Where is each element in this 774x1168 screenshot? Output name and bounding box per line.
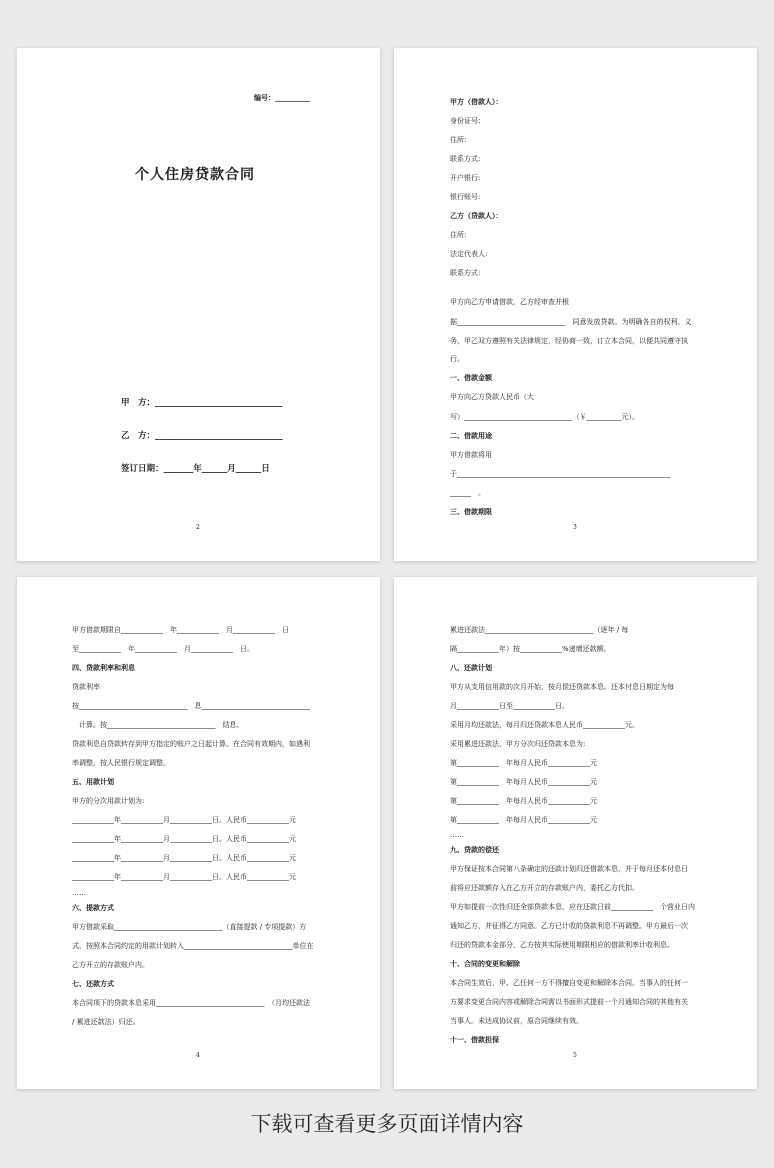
section-heading: 十一、借款担保 (450, 1036, 499, 1044)
text-line: 甲方从支用信用款的次月开始，按月偿还贷款本息。还本付息日期定为每 (450, 683, 674, 691)
text-line: 采用累进还款法，甲方分次归还贷款本息为: (450, 740, 586, 748)
text-line: ____________年____________月____________日。人民币____________元 (72, 854, 296, 862)
page-number: 3 (573, 524, 577, 531)
page-number: 2 (196, 524, 200, 531)
text-line: 累进还款法_______________________________（逐年 / 每 (450, 626, 629, 634)
page-parties (394, 48, 757, 561)
text-line: ____________年____________月____________日。人民币____________元 (72, 873, 296, 881)
text-line: 贷款利率 (72, 683, 100, 691)
text-line: 计算。按_______________________________ 结息。 (72, 721, 244, 729)
text-line: 甲方向乙方申请借款，乙方经审查并根 (450, 298, 569, 306)
text-line: 式，按照本合同约定的用款计划转入_______________________________单位在 (72, 942, 314, 950)
text-line: 甲方如提前一次性归还全部贷款本息，应在还款日前____________ 个营业日内 (450, 903, 695, 911)
page-terms-1 (17, 577, 380, 1089)
text-line: …… (72, 889, 86, 897)
party-a-signature: 甲 方：______________________________ (121, 398, 283, 408)
text-line: 务，甲乙双方遵照有关法律规定，经协商一致，订立本合同，以便共同遵守执 (450, 337, 688, 345)
text-line: 采用月均还款法，每月归还贷款本息人民币____________元。 (450, 721, 639, 729)
text-line: 乙方（贷款人）： (450, 212, 503, 220)
text-line: 甲方的分次用款计划为: (72, 797, 145, 805)
text-line: 本合同生效后，甲、乙任何一方不得擅自变更和解除本合同。当事人的任何一 (450, 979, 688, 987)
text-line: 本合同项下的贷款本息采用_______________________________ （月均还款法 (72, 999, 310, 1007)
page-cover (17, 48, 380, 561)
text-line: 率调整，按人民银行规定调整。 (72, 759, 170, 767)
section-heading: 八、还款计划 (450, 664, 492, 672)
text-line: 方要求变更合同内容或解除合同需以书面形式提前一个月通知合同的其他有关 (450, 998, 688, 1006)
text-line: 甲方保证按本合同第八条确定的还款计划归还借款本息，并于每月还本付息日 (450, 865, 688, 873)
section-heading: 三、借款期限 (450, 508, 492, 516)
section-heading: 六、提款方式 (72, 904, 114, 912)
text-line: 甲方借款期限自____________ 年____________ 月____________ 日 (72, 626, 289, 634)
page-number: 5 (573, 1052, 577, 1059)
section-heading: 二、借款用途 (450, 432, 492, 440)
text-line: 行。 (450, 355, 464, 363)
text-line: 住所: (450, 231, 467, 239)
contract-code-label: 编号：__________ (254, 94, 310, 102)
text-line: 乙方开立的存款账户内。 (72, 961, 149, 969)
text-line: 开户银行: (450, 174, 481, 182)
text-line: 于_____________________________________________________________ (450, 470, 671, 478)
text-line: 甲方向乙方贷款人民币（大 (450, 393, 534, 401)
text-line: 前将应还款额存入在乙方开立的存款账户内，委托乙方代扣。 (450, 884, 639, 892)
text-line: 甲方借款将用 (450, 451, 492, 459)
text-line: 甲方借款采取_______________________________（直接提款 / 专项提款）方 (72, 923, 307, 931)
text-line: ______ 。 (450, 489, 485, 497)
section-heading: 九、贷款的偿还 (450, 846, 499, 854)
text-line: 第____________ 年每月人民币____________元 (450, 778, 597, 786)
page-number: 4 (196, 1052, 200, 1059)
page-terms-2 (394, 577, 757, 1089)
party-b-signature: 乙 方：______________________________ (121, 431, 283, 441)
section-heading: 一、借款金额 (450, 374, 492, 382)
contract-title: 个人住房贷款合同 (135, 167, 255, 183)
sign-date: 签订日期：_______年______月______日 (121, 464, 270, 474)
text-line: 至____________ 年____________ 月____________ 日。 (72, 645, 254, 653)
text-line: 月____________日至____________日。 (450, 702, 569, 710)
text-line: 住所: (450, 136, 467, 144)
text-line: 甲方（借款人）： (450, 98, 503, 106)
section-heading: 四、贷款利率和利息 (72, 664, 135, 672)
text-line: ____________年____________月____________日。人民币____________元 (72, 835, 296, 843)
text-line: 银行账号: (450, 193, 481, 201)
section-heading: 七、还款方式 (72, 980, 114, 988)
text-line: 第____________ 年每月人民币____________元 (450, 797, 597, 805)
text-line: 第____________ 年每月人民币____________元 (450, 759, 597, 767)
text-line: 当事人。未达成协议前，原合同继续有效。 (450, 1017, 583, 1025)
text-line: 据_______________________________ 同意发放贷款。为明确各自的权利、义 (450, 318, 692, 326)
text-line: 贷款利息自贷款转存到甲方指定的账户之日起计算。在合同有效期内，如遇利 (72, 740, 310, 748)
text-line: …… (450, 831, 464, 839)
text-line: 通知乙方，并征得乙方同意。乙方已计收的贷款利息不再调整。甲方最后一次 (450, 922, 688, 930)
download-hint-text: 下载可查看更多页面详情内容 (250, 1112, 524, 1136)
text-line: ____________年____________月____________日。人民币____________元 (72, 816, 296, 824)
text-line: 写）_______________________________（￥__________元）。 (450, 413, 639, 421)
text-line: 第____________ 年每月人民币____________元 (450, 816, 597, 824)
text-line: 按_______________________________ 息_______________________________ (72, 702, 310, 710)
section-heading: 五、用款计划 (72, 778, 114, 786)
text-line: 联系方式: (450, 269, 481, 277)
text-line: 联系方式: (450, 155, 481, 163)
section-heading: 十、合同的变更和解除 (450, 960, 520, 968)
text-line: 归还的贷款本金部分，乙方按其实际使用期限相应的借款利率计收利息。 (450, 941, 674, 949)
text-line: 法定代表人: (450, 250, 488, 258)
text-line: / 累进还款法）归还。 (72, 1018, 140, 1026)
text-line: 身份证号： (450, 117, 485, 125)
text-line: 隔____________年）按____________%递增还款额。 (450, 645, 611, 653)
